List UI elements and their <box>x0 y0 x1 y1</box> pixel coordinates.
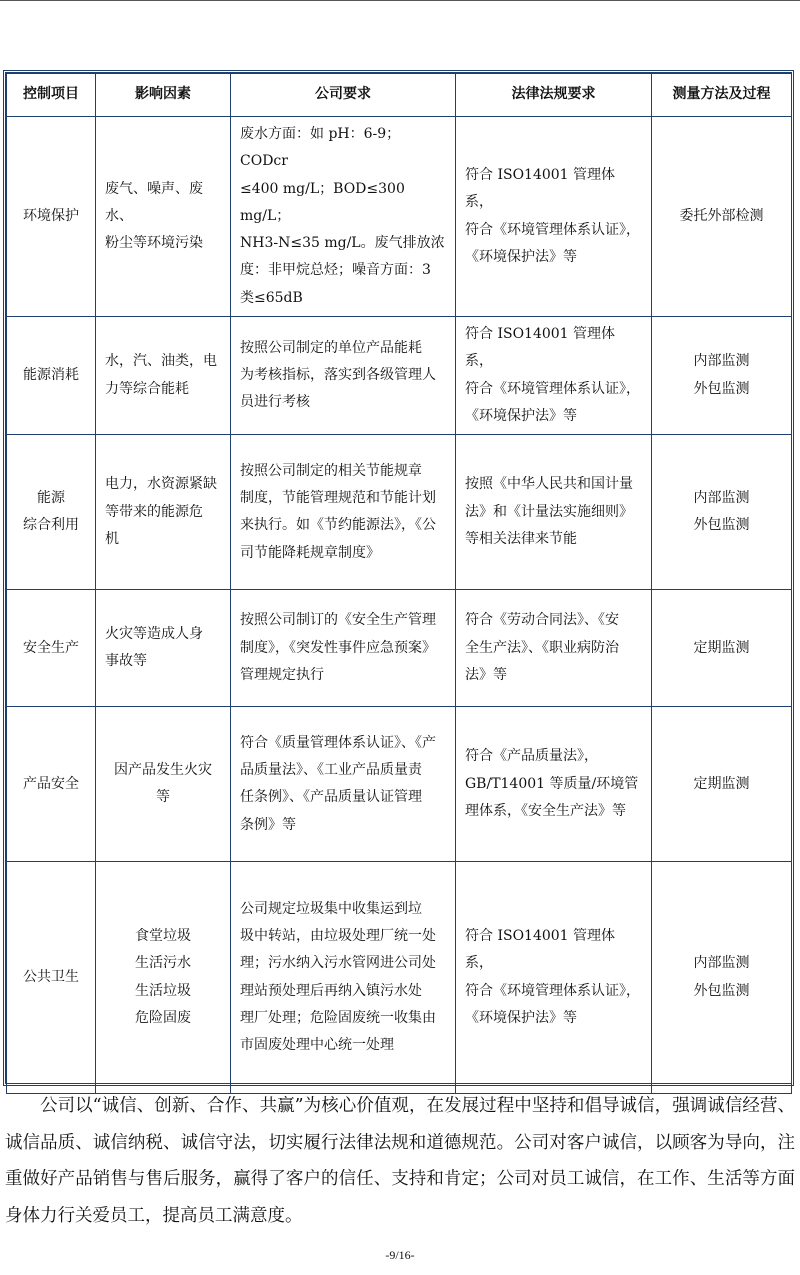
cell-text-line: 《环境保护法》等 <box>465 1010 577 1027</box>
cell-text-line: 按照公司制定的相关节能规章 <box>240 462 422 479</box>
cell-text-line: 能源消耗 <box>23 367 79 384</box>
cell-text-line: 符合《环境管理体系认证》， <box>465 221 640 238</box>
cell-legal-requirement <box>456 317 652 435</box>
cell-influence-factor <box>96 117 231 317</box>
table-row <box>7 317 792 435</box>
cell-text-line: 定期监测 <box>693 775 750 792</box>
cell-legal-requirement <box>456 862 652 1094</box>
cell-text-line: 内部监测 <box>693 489 750 506</box>
cell-legal-requirement <box>456 707 652 862</box>
cell-text-line: NH3-N≤35 mg/L。废气排放浓 <box>240 235 445 252</box>
table-row <box>7 862 792 1094</box>
cell-text-line: 理；污水纳入污水管网进公司处 <box>240 955 436 972</box>
cell-control-item <box>7 707 96 862</box>
cell-text-line: 等相关法律来节能 <box>465 530 577 547</box>
cell-measurement-method <box>652 862 792 1094</box>
cell-text-line: 符合《劳动合同法》、《安 <box>465 612 619 629</box>
cell-control-item <box>7 862 96 1094</box>
cell-control-item <box>7 590 96 707</box>
cell-text-line: 条例》等 <box>240 816 296 833</box>
cell-influence-factor <box>96 435 231 590</box>
cell-text-line: GB/T14001 等质量/环境管 <box>465 775 639 792</box>
cell-text-line: 等 <box>156 789 170 806</box>
header-company-requirement: 公司要求 <box>231 74 456 117</box>
cell-text-line: 制度》，《突发性事件应急预案》 <box>240 639 436 656</box>
cell-text-line: 委托外部检测 <box>679 207 764 224</box>
cell-text-line: 来执行。如《节约能源法》，《公 <box>240 517 436 534</box>
table-row <box>7 435 792 590</box>
cell-company-requirement <box>231 435 456 590</box>
cell-text-line: 任条例》、《产品质量认证管理 <box>240 789 422 806</box>
cell-text-line: ≤400 mg/L；BOD≤300 mg/L； <box>240 180 405 224</box>
page-number: -9/16- <box>385 1248 415 1262</box>
cell-text-line: 危险固废 <box>135 1010 191 1027</box>
cell-legal-requirement <box>456 590 652 707</box>
cell-text-line: 符合《环境管理体系认证》， <box>465 982 640 999</box>
header-control-item: 控制项目 <box>7 74 96 117</box>
cell-text-line: 生活垃圾 <box>135 982 191 999</box>
cell-text-line: 符合《质量管理体系认证》、《产 <box>240 734 436 751</box>
cell-legal-requirement <box>456 435 652 590</box>
cell-text-line: 火灾等造成人身 <box>105 625 203 642</box>
cell-text-line: 外包监测 <box>693 982 750 999</box>
cell-text-line: 符合《环境管理体系认证》， <box>465 380 640 397</box>
control-table <box>3 70 794 1086</box>
cell-influence-factor <box>96 317 231 435</box>
cell-text-line: 定期监测 <box>693 639 750 656</box>
cell-text-line: 全生产法》、《职业病防治 <box>465 639 619 656</box>
cell-text-line: 等带来的能源危 <box>105 503 203 520</box>
cell-influence-factor <box>96 707 231 862</box>
cell-text-line: 员进行考核 <box>240 394 310 411</box>
cell-text-line: 市固废处理中心统一处理 <box>240 1037 394 1054</box>
cell-text-line: 管理规定执行 <box>240 666 324 683</box>
table-row <box>7 707 792 862</box>
cell-text-line: 符合 ISO14001 管理体系， <box>465 166 616 211</box>
cell-company-requirement <box>231 590 456 707</box>
cell-text-line: 《环境保护法》等 <box>465 248 577 265</box>
cell-text-line: 外包监测 <box>693 380 750 397</box>
table-header-row <box>7 74 792 117</box>
cell-text-line: 理体系，《安全生产法》等 <box>465 802 626 819</box>
cell-measurement-method <box>652 117 792 317</box>
cell-text-line: 类≤65dB <box>240 289 303 306</box>
cell-text-line: 符合 ISO14001 管理体系， <box>465 326 616 370</box>
header-measurement-method: 测量方法及过程 <box>652 74 792 117</box>
cell-company-requirement <box>231 117 456 317</box>
table-row <box>7 117 792 317</box>
cell-measurement-method <box>652 317 792 435</box>
cell-text-line: 司节能降耗规章制度》 <box>240 544 380 561</box>
cell-text-line: 事故等 <box>105 653 147 670</box>
cell-text-line: 废水方面：如 pH：6-9；CODcr <box>240 126 401 170</box>
header-rule <box>0 0 800 1</box>
cell-text-line: 《环境保护法》等 <box>465 407 577 424</box>
cell-text-line: 外包监测 <box>693 517 750 534</box>
header-legal-requirement: 法律法规要求 <box>456 74 652 117</box>
cell-influence-factor <box>96 862 231 1094</box>
cell-text-line: 公共卫生 <box>23 969 79 986</box>
cell-text-line: 内部监测 <box>693 955 750 972</box>
cell-text-line: 力等综合能耗 <box>105 380 189 397</box>
cell-text-line: 能源 <box>37 489 65 506</box>
header-influence-factor: 影响因素 <box>96 74 231 117</box>
table-row <box>7 590 792 707</box>
cell-text-line: 食堂垃圾 <box>135 928 191 945</box>
cell-text-line: 安全生产 <box>23 639 79 656</box>
cell-text-line: 符合 ISO14001 管理体系， <box>465 928 616 972</box>
cell-text-line: 品质量法》、《工业产品质量责 <box>240 761 422 778</box>
cell-influence-factor <box>96 590 231 707</box>
cell-text-line: 综合利用 <box>23 517 79 534</box>
cell-text-line: 因产品发生火灾 <box>114 761 212 778</box>
cell-text-line: 环境保护 <box>23 207 79 224</box>
cell-text-line: 内部监测 <box>693 353 750 370</box>
cell-text-line: 公司规定垃圾集中收集运到垃 <box>240 900 422 917</box>
cell-text-line: 粉尘等环境污染 <box>105 235 203 252</box>
cell-measurement-method <box>652 707 792 862</box>
cell-company-requirement <box>231 862 456 1094</box>
cell-text-line: 理厂处理；危险固废统一收集由 <box>240 1010 436 1027</box>
cell-legal-requirement <box>456 117 652 317</box>
cell-text-line: 机 <box>105 530 119 547</box>
cell-text-line: 法》等 <box>465 666 507 683</box>
cell-text-line: 符合《产品质量法》， <box>465 748 598 765</box>
cell-text-line: 法》和《计量法实施细则》 <box>465 503 633 520</box>
cell-text-line: 产品安全 <box>23 775 79 792</box>
cell-text-line: 为考核指标，落实到各级管理人 <box>240 367 436 384</box>
cell-text-line: 理站预处理后再纳入镇污水处 <box>240 982 422 999</box>
cell-company-requirement <box>231 707 456 862</box>
body-paragraph: 公司以“诚信、创新、合作、共赢”为核心价值观，在发展过程中坚持和倡导诚信，强调诚信经营、诚信品质、诚信纳税、诚信守法，切实履行法律法规和道德规范。公司对客户诚信，以顾客为导向，注重做好产品销售与售后服务，赢得了客户的信任、支持和肯定；公司对员工诚信，在工作、生活等方面身体力行关爱员工，提高员工满意度。 <box>5 1096 795 1226</box>
cell-text-line: 废气、噪声、废水、 <box>105 180 203 224</box>
cell-control-item <box>7 317 96 435</box>
cell-measurement-method <box>652 435 792 590</box>
cell-text-line: 圾中转站，由垃圾处理厂统一处 <box>240 928 436 945</box>
cell-text-line: 电力，水资源紧缺 <box>105 476 217 493</box>
cell-text-line: 生活污水 <box>135 955 191 972</box>
cell-company-requirement <box>231 317 456 435</box>
cell-text-line: 按照公司制定的单位产品能耗 <box>240 339 422 356</box>
cell-text-line: 按照《中华人民共和国计量 <box>465 476 633 493</box>
cell-measurement-method <box>652 590 792 707</box>
cell-control-item <box>7 117 96 317</box>
cell-text-line: 按照公司制订的《安全生产管理 <box>240 612 436 629</box>
cell-text-line: 水，汽、油类，电 <box>105 353 217 370</box>
cell-control-item <box>7 435 96 590</box>
cell-text-line: 制度，节能管理规范和节能计划 <box>240 489 436 506</box>
cell-text-line: 度：非甲烷总烃；噪音方面：3 <box>240 262 431 279</box>
